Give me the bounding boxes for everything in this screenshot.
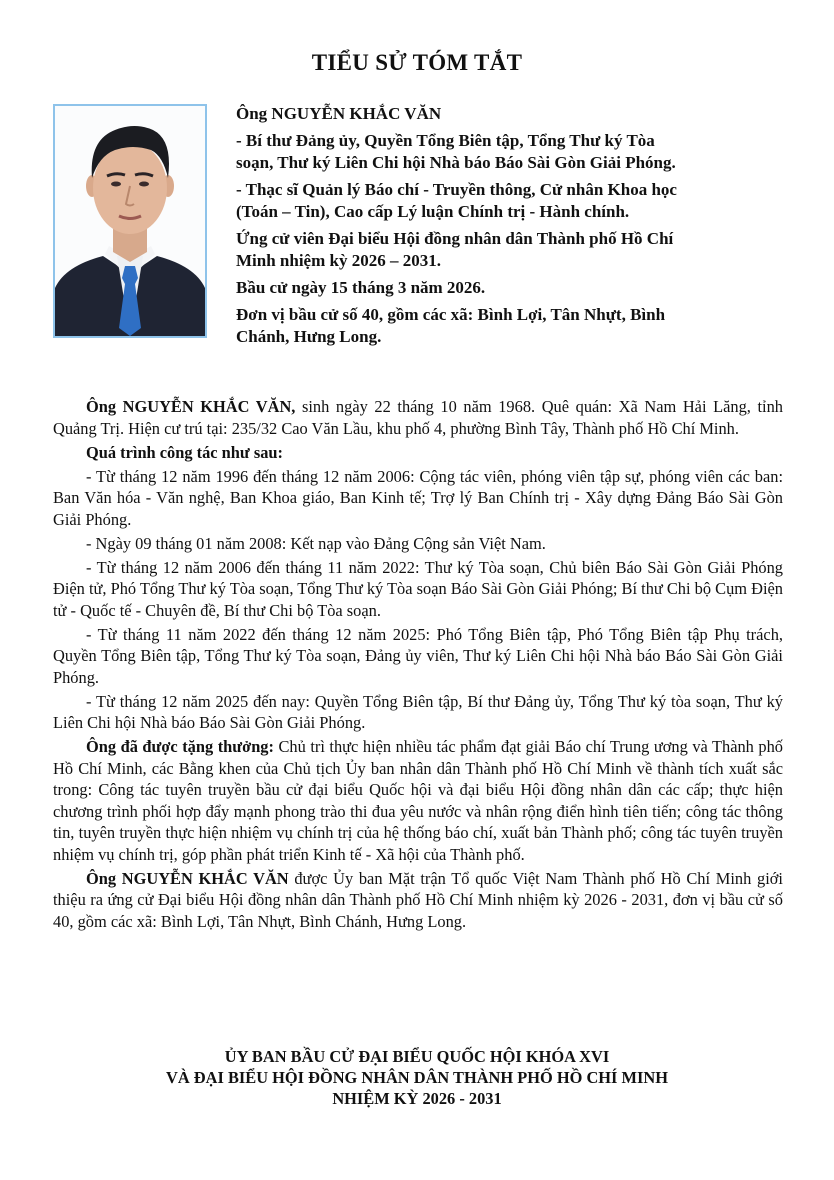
candidate-summary	[236, 103, 696, 353]
career-item: - Từ tháng 12 năm 2006 đến tháng 11 năm 2022: Thư ký Tòa soạn, Chủ biên Báo Sài Gòn Giải Phóng Điện tử, Phó Tổng Thư ký Tòa soạn, Tổng Thư ký Tòa soạn Báo Sài Gòn Giải Phóng; Bí thư Chi bộ Cụm Điện tử - Quốc tế - Chuyên đề, Bí thư Chi bộ Tòa soạn.	[53, 557, 783, 620]
career-heading-text: Quá trình công tác như sau:	[86, 442, 283, 462]
candidate-name: Ông NGUYỄN KHẮC VĂN	[236, 104, 442, 123]
bio-paragraph	[53, 396, 783, 439]
career-item: - Từ tháng 12 năm 1996 đến tháng 12 năm 2006: Cộng tác viên, phóng viên tập sự, phóng viên các ban: Ban Văn hóa - Văn nghệ, Ban Khoa giáo, Ban Kinh tế; Trợ lý Ban Chính trị - Xây dựng Đảng Báo Sài Gòn Giải Phóng.	[53, 466, 783, 529]
election-date: Bầu cử ngày 15 tháng 3 năm 2026.	[236, 278, 486, 297]
candidate-degrees: - Thạc sĩ Quản lý Báo chí - Truyền thông, Cử nhân Khoa học (Toán – Tin), Cao cấp Lý luận Chính trị - Hành chính.	[236, 180, 677, 221]
portrait-image	[55, 106, 205, 336]
nomination-text: được Ủy ban Mặt trận Tổ quốc Việt Nam Thành phố Hồ Chí Minh giới thiệu ra ứng cử Đại biểu Hội đồng nhân dân Thành phố Hồ Chí Minh nhiệm kỳ 2026 - 2031, đơn vị bầu cử số 40, gồm các xã: Bình Lợi, Tân Nhựt, Bình Chánh, Hưng Long.	[53, 868, 783, 931]
career-heading	[53, 442, 783, 464]
bio-name: Ông NGUYỄN KHẮC VĂN,	[86, 397, 296, 416]
committee-line: VÀ ĐẠI BIỂU HỘI ĐỒNG NHÂN DÂN THÀNH PHỐ HỒ CHÍ MINH	[166, 1068, 668, 1087]
nomination-name: Ông NGUYỄN KHẮC VĂN	[86, 868, 289, 888]
career-item: - Ngày 09 tháng 01 năm 2008: Kết nạp vào Đảng Cộng sản Việt Nam.	[86, 533, 546, 553]
career-item: - Từ tháng 12 năm 2025 đến nay: Quyền Tổng Biên tập, Bí thư Đảng ủy, Tổng Thư ký tòa soạn, Thư ký Liên Chi hội Nhà báo Báo Sài Gòn Giải Phóng.	[53, 691, 783, 732]
candidate-portrait	[53, 104, 207, 338]
committee-line: ỦY BAN BẦU CỬ ĐẠI BIỂU QUỐC HỘI KHÓA XVI	[224, 1047, 610, 1066]
candidacy-line: Ứng cử viên Đại biểu Hội đồng nhân dân Thành phố Hồ Chí Minh nhiệm kỳ 2026 – 2031.	[236, 229, 674, 270]
committee-line: NHIỆM KỲ 2026 - 2031	[332, 1089, 502, 1108]
career-item: - Từ tháng 11 năm 2022 đến tháng 12 năm 2025: Phó Tổng Biên tập, Phó Tổng Biên tập Phụ trách, Quyền Tổng Biên tập, Tổng Thư ký Tòa soạn, Đảng ủy viên, Thư ký Liên Chi hội Nhà báo Báo Sài Gòn Giải Phóng.	[53, 624, 783, 687]
bio-text: sinh ngày 22 tháng 10 năm 1968. Quê quán: Xã Nam Hải Lăng, tỉnh Quảng Trị. Hiện cư trú tại: 235/32 Cao Văn Lầu, khu phố 4, phường Bình Tây, Thành phố Hồ Chí Minh.	[53, 397, 783, 438]
nomination-paragraph	[53, 868, 783, 933]
biography-body	[53, 396, 783, 935]
awards-label: Ông đã được tặng thưởng:	[86, 737, 274, 756]
awards-paragraph	[53, 736, 783, 865]
document-title: TIỂU SỬ TÓM TẮT	[311, 50, 523, 75]
candidate-position: - Bí thư Đảng ủy, Quyền Tổng Biên tập, Tổng Thư ký Tòa soạn, Thư ký Liên Chi hội Nhà báo Báo Sài Gòn Giải Phóng.	[236, 131, 676, 172]
election-committee-signature	[0, 1046, 834, 1109]
awards-text: Chủ trì thực hiện nhiều tác phẩm đạt giải Báo chí Trung ương và Thành phố Hồ Chí Minh, các Bằng khen của Chủ tịch Ủy ban nhân dân Thành phố Hồ Chí Minh về thành tích xuất sắc trong: Công tác tuyên truyền bầu cử đại biểu Quốc hội và đại biểu Hội đồng nhân dân các cấp; thực hiện chương trình phối hợp đẩy mạnh phong trào thi đua yêu nước và nhân rộng điển hình tiên tiến; công tác thông tin, tuyên truyền thực hiện nhiệm vụ chính trị của hệ thống báo chí, xuất bản Thành phố; công tác tuyên truyền nhiệm vụ chính trị, góp phần phát triển Kinh tế - Xã hội của Thành phố.	[53, 737, 783, 864]
election-unit: Đơn vị bầu cử số 40, gồm các xã: Bình Lợi, Tân Nhựt, Bình Chánh, Hưng Long.	[236, 305, 666, 346]
